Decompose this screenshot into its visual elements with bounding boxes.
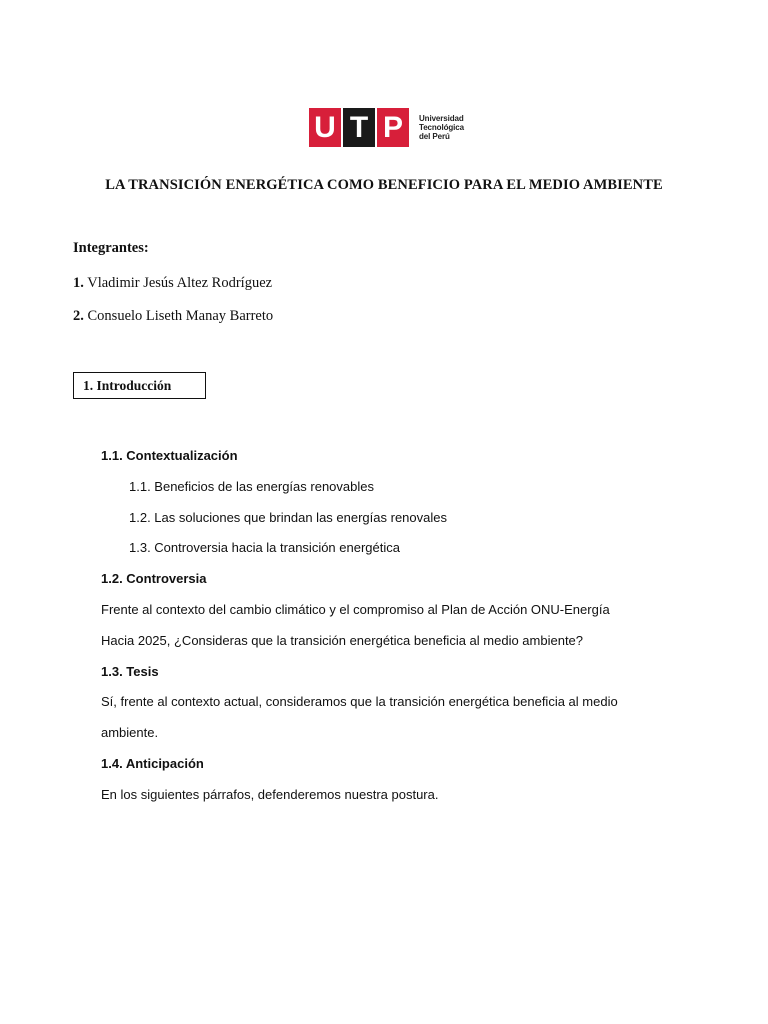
logo-name-line-2: Tecnológica	[419, 123, 464, 132]
heading-controversia: 1.2. Controversia	[101, 571, 207, 586]
heading-tesis: 1.3. Tesis	[101, 664, 159, 679]
member-2	[73, 308, 273, 325]
list-item: 1.1. Beneficios de las energías renovables	[129, 479, 374, 494]
logo-letter-u: U	[309, 108, 341, 147]
members-label: Integrantes:	[73, 240, 149, 256]
heading-anticipacion: 1.4. Anticipación	[101, 756, 204, 771]
heading-contextualizacion: 1.1. Contextualización	[101, 448, 238, 463]
member-1	[73, 275, 272, 292]
member-number: 2.	[73, 308, 84, 324]
logo-name-line-1: Universidad	[419, 114, 464, 123]
member-name: Vladimir Jesús Altez Rodríguez	[83, 275, 273, 291]
logo-letter-t: T	[343, 108, 375, 147]
section-heading-box: 1. Introducción	[73, 372, 206, 399]
member-name: Consuelo Liseth Manay Barreto	[83, 308, 274, 324]
document-title: LA TRANSICIÓN ENERGÉTICA COMO BENEFICIO PARA EL MEDIO AMBIENTE	[105, 177, 663, 193]
paragraph-line: En los siguientes párrafos, defenderemos nuestra postura.	[101, 787, 439, 802]
paragraph-line: Sí, frente al contexto actual, consideramos que la transición energética beneficia al medio	[101, 694, 618, 709]
logo-university-name	[419, 114, 464, 141]
member-number: 1.	[73, 275, 84, 291]
paragraph-line: ambiente.	[101, 725, 159, 740]
list-item: 1.2. Las soluciones que brindan las energías renovales	[129, 510, 447, 525]
paragraph-line: Frente al contexto del cambio climático y el compromiso al Plan de Acción ONU-Energía	[101, 602, 610, 617]
utp-logo	[309, 108, 464, 147]
paragraph-line: Hacia 2025, ¿Consideras que la transición energética beneficia al medio ambiente?	[101, 633, 584, 648]
logo-name-line-3: del Perú	[419, 132, 450, 141]
logo-letter-p: P	[377, 108, 409, 147]
list-item: 1.3. Controversia hacia la transición energética	[129, 540, 400, 555]
